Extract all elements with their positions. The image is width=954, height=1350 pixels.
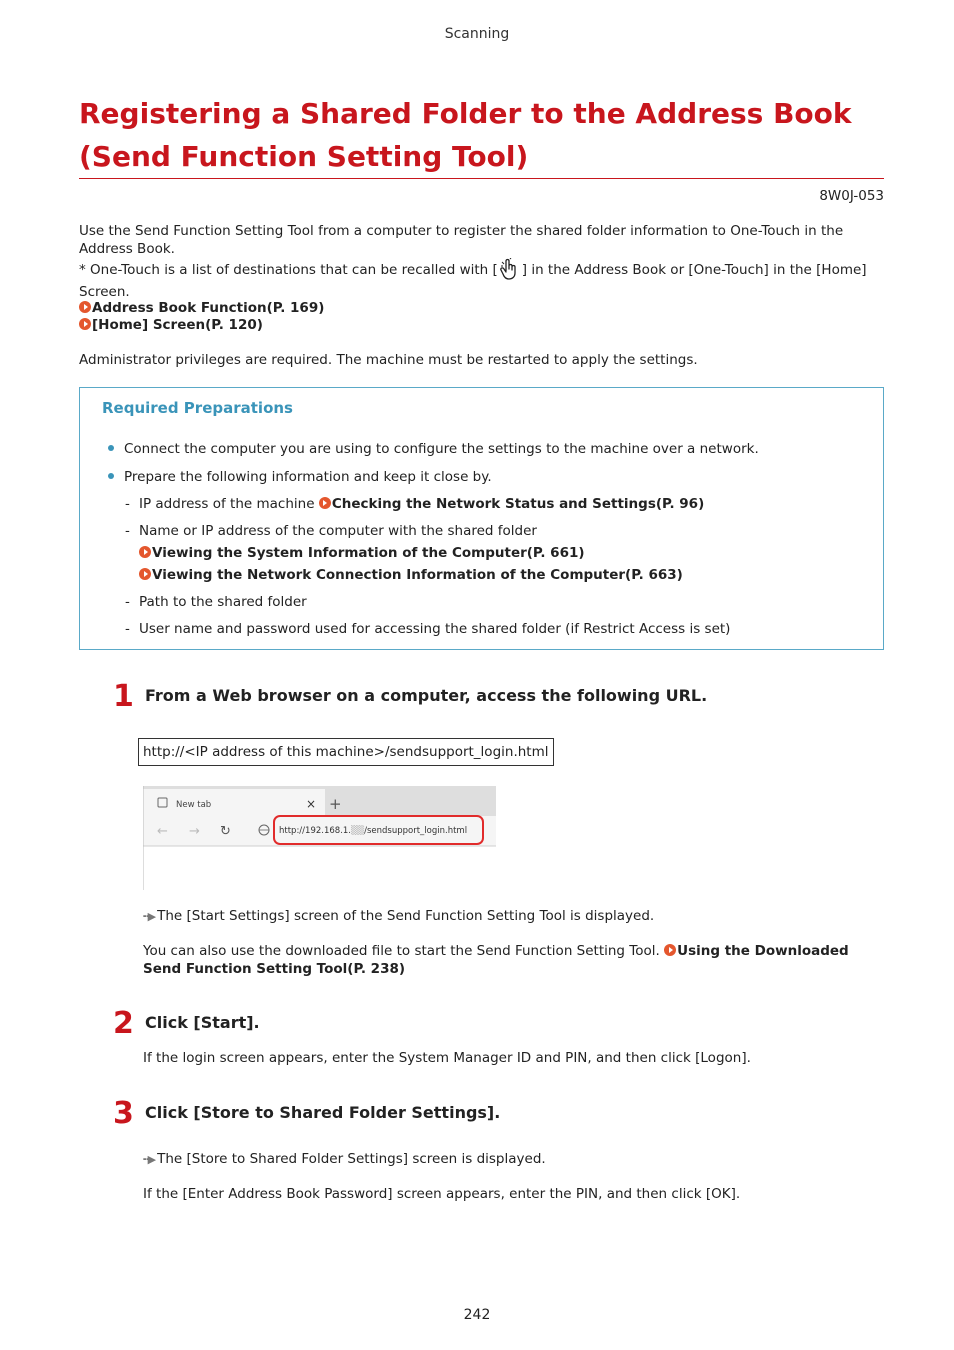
browser-screenshot xyxy=(143,786,496,890)
prep-item-computer xyxy=(125,522,865,540)
link-downloaded-tool[interactable]: Using the Downloaded Send Function Setting Tool(P. 238) xyxy=(143,943,849,977)
step-1-note-text: You can also use the downloaded file to start the Send Function Setting Tool. xyxy=(143,943,665,959)
prep-item-ip xyxy=(125,495,865,513)
browser-tab-label: New tab xyxy=(176,800,212,810)
one-touch-note-end: ] in the Address Book or [One-Touch] in the [Home] Screen. xyxy=(79,262,867,300)
link-network-connection-info-text[interactable]: Viewing the Network Connection Information of the Computer(P. 663) xyxy=(152,567,683,583)
prep-bullet-info-text: Prepare the following information and keep it close by. xyxy=(124,469,492,485)
arrow-circle-icon xyxy=(139,568,151,580)
one-touch-note-start: * One-Touch is a list of destinations that can be recalled with [ xyxy=(79,262,498,278)
prep-bullet-network xyxy=(108,440,868,458)
arrow-circle-icon xyxy=(139,546,151,558)
dash: - xyxy=(125,594,130,610)
browser-url-text: http://192.168.1.▒▒/sendsupport_login.html xyxy=(279,826,468,836)
forward-icon: → xyxy=(189,824,200,839)
url-box: http://<IP address of this machine>/sendsupport_login.html xyxy=(138,738,554,766)
step-2-heading: Click [Start]. xyxy=(145,1013,260,1032)
arrow-circle-icon xyxy=(319,497,331,509)
prep-item-path xyxy=(125,593,865,611)
result-arrow-icon: ╍▶ xyxy=(143,1153,155,1166)
back-icon: ← xyxy=(157,824,168,839)
section-header: Scanning xyxy=(444,26,510,42)
step-3-result-text: The [Store to Shared Folder Settings] screen is displayed. xyxy=(157,1151,546,1167)
dash: - xyxy=(125,621,130,637)
step-1-note xyxy=(143,942,888,978)
step-1-result xyxy=(143,907,888,926)
link-address-book[interactable] xyxy=(79,299,879,317)
step-1-heading: From a Web browser on a computer, access the following URL. xyxy=(145,686,708,705)
step-3-text: If the [Enter Address Book Password] screen appears, enter the PIN, and then click [OK]. xyxy=(143,1186,741,1202)
bullet-dot-icon xyxy=(108,473,114,479)
prep-item-path-text: Path to the shared folder xyxy=(139,594,307,610)
step-3-heading: Click [Store to Shared Folder Settings]. xyxy=(145,1103,501,1122)
link-address-book-text[interactable]: Address Book Function(P. 169) xyxy=(92,300,325,316)
step-3-result xyxy=(143,1150,888,1169)
dash: - xyxy=(125,496,130,512)
link-system-info[interactable] xyxy=(139,544,859,562)
admin-note: Administrator privileges are required. The machine must be restarted to apply the settings. xyxy=(79,352,698,368)
link-network-connection-info[interactable] xyxy=(139,566,859,584)
tab-close-icon: × xyxy=(306,797,317,811)
one-touch-note xyxy=(79,258,879,303)
prep-item-ip-text: IP address of the machine xyxy=(139,496,319,512)
arrow-circle-icon xyxy=(664,944,676,956)
reload-icon: ↻ xyxy=(220,824,231,839)
step-2-text: If the login screen appears, enter the System Manager ID and PIN, and then click [Logon]. xyxy=(143,1050,751,1066)
arrow-circle-icon xyxy=(79,301,91,313)
link-network-status[interactable]: Checking the Network Status and Settings(P. 96) xyxy=(331,496,705,512)
dash: - xyxy=(125,523,130,539)
step-1-result-text: The [Start Settings] screen of the Send Function Setting Tool is displayed. xyxy=(157,908,655,924)
page-title: Registering a Shared Folder to the Address Book (Send Function Setting Tool) xyxy=(79,97,852,173)
prep-item-credentials xyxy=(125,620,865,638)
step-2-number: 2 xyxy=(113,1006,134,1041)
new-tab-icon: + xyxy=(329,795,342,813)
step-1-number: 1 xyxy=(113,679,134,714)
page-number: 242 xyxy=(463,1307,491,1323)
prep-item-credentials-text: User name and password used for accessing the shared folder (if Restrict Access is set) xyxy=(139,621,731,637)
arrow-circle-icon xyxy=(79,318,91,330)
required-preparations-title: Required Preparations xyxy=(102,399,293,417)
prep-item-computer-text: Name or IP address of the computer with the shared folder xyxy=(139,523,537,539)
link-system-info-text[interactable]: Viewing the System Information of the Computer(P. 661) xyxy=(152,545,585,561)
step-3-number: 3 xyxy=(113,1096,134,1131)
link-home-screen-text[interactable]: [Home] Screen(P. 120) xyxy=(92,317,263,333)
prep-bullet-network-text: Connect the computer you are using to configure the settings to the machine over a network. xyxy=(124,441,759,457)
document-id: 8W0J-053 xyxy=(819,188,884,204)
title-divider xyxy=(79,178,884,179)
touch-hand-icon xyxy=(498,258,522,280)
prep-bullet-info xyxy=(108,468,868,486)
bullet-dot-icon xyxy=(108,445,114,451)
intro-paragraph: Use the Send Function Setting Tool from a computer to register the shared folder information to One-Touch in the Address Book. xyxy=(79,223,844,257)
link-home-screen[interactable] xyxy=(79,316,879,334)
result-arrow-icon: ╍▶ xyxy=(143,910,155,923)
